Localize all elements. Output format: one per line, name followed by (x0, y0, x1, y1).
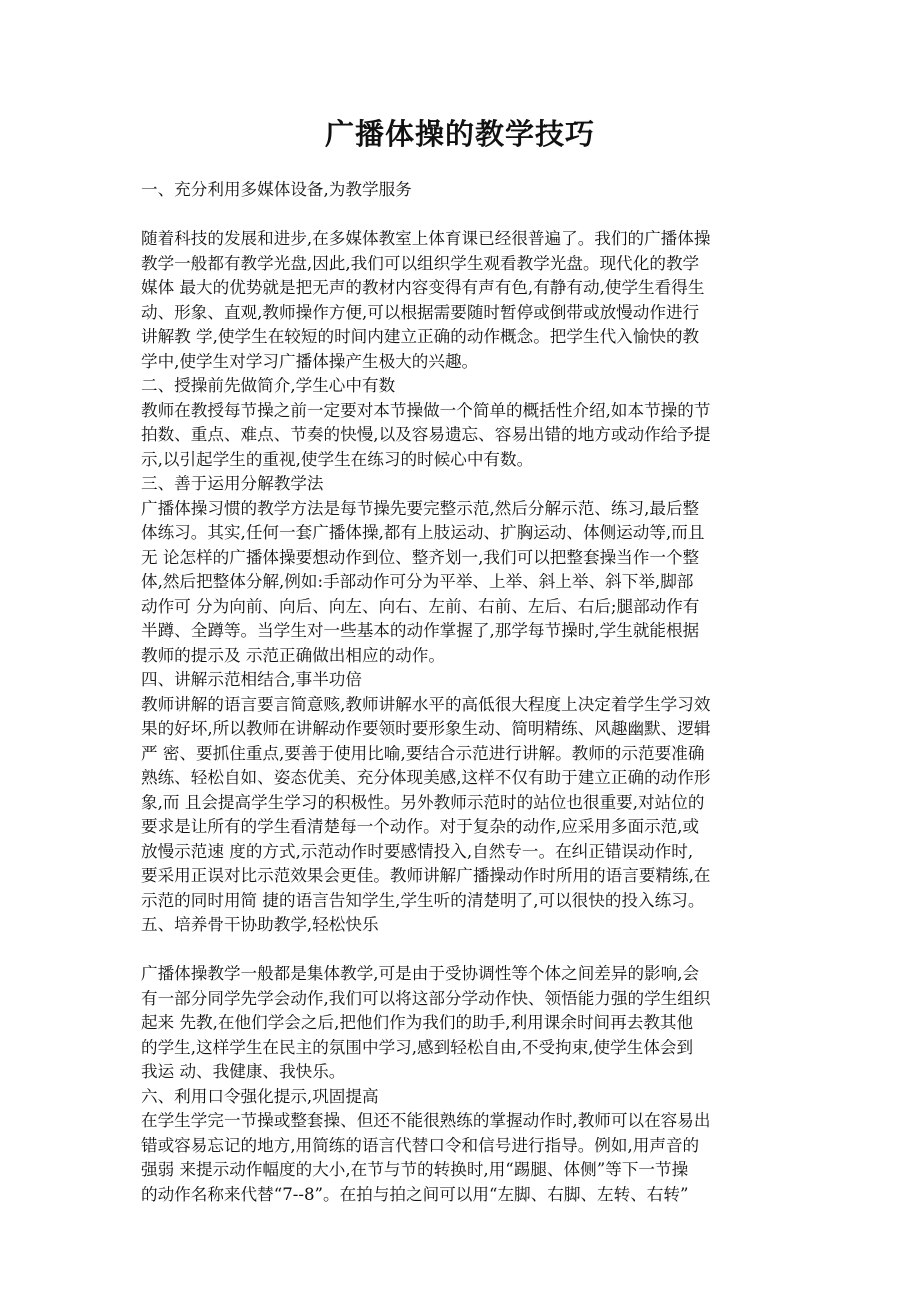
paragraph-line: 示,以引起学生的重视,使学生在练习的时候心中有数。 (141, 449, 534, 469)
paragraph-line: 的学生,这样学生在民主的氛围中学习,感到轻松自由,不受拘束,使学生体会到 (141, 1037, 694, 1057)
paragraph-line: 拍数、重点、难点、节奏的快慢,以及容易遗忘、容易出错的地方或动作给予提 (141, 425, 711, 444)
blank-line (141, 938, 781, 963)
section-heading: 四、讲解示范相结合,事半功倍 (141, 670, 362, 689)
blank-line (141, 203, 781, 228)
paragraph-line: 要求是让所有的学生看清楚每一个动作。对于复杂的动作,应采用多面示范,或 (141, 817, 700, 836)
page-title: 广播体操的教学技巧 (324, 117, 595, 151)
paragraph-line: 教师的提示及 示范正确做出相应的动作。 (141, 645, 445, 665)
paragraph-line: 起来 先教,在他们学会之后,把他们作为我们的助手,利用课余时间再去教其他 (141, 1013, 694, 1032)
paragraph-line: 象,而 且会提高学生学习的积极性。另外教师示范时的站位也很重要,对站位的 (141, 792, 705, 812)
section-heading: 二、授操前先做简介,学生心中有数 (141, 376, 396, 395)
section-heading: 三、善于运用分解教学法 (141, 474, 324, 493)
paragraph-line: 有一部分同学先学会动作,我们可以将这部分学动作快、领悟能力强的学生组织 (141, 988, 711, 1008)
paragraph-line: 放慢示范速 度的方式,示范动作时要感情投入,自然专一。在纠正错误动作时, (141, 841, 694, 861)
paragraph-line: 熟练、轻松自如、姿态优美、充分体现美感,这样不仅有助于建立正确的动作形 (141, 768, 711, 787)
paragraph-line: 广播体操习惯的教学方法是每节操先要完整示范,然后分解示范、练习,最后整 (141, 498, 700, 518)
section-heading: 六、利用口令强化提示,巩固提高 (141, 1086, 379, 1106)
paragraph-line: 随着科技的发展和进步,在多媒体教室上体育课已经很普遍了。我们的广播体操 (141, 229, 711, 248)
paragraph-line: 学中,使学生对学习广播体操产生极大的兴趣。 (141, 351, 479, 371)
paragraph-line: 果的好坏,所以教师在讲解动作要领时要形象生动、简明精练、风趣幽默、逻辑 (141, 719, 711, 738)
paragraph-line: 体,然后把整体分解,例如:手部动作可分为平举、上举、斜上举、斜下举,脚部 (141, 572, 694, 591)
paragraph-line: 教师在教授每节操之前一定要对本节操做一个简单的概括性介绍,如本节操的节 (141, 400, 711, 420)
paragraph-line: 媒体 最大的优势就是把无声的教材内容变得有声有色,有静有动,使学生看得生 (141, 278, 705, 297)
paragraph-line: 严 密、要抓住重点,要善于使用比喻,要结合示范进行讲解。教师的示范要准确 (141, 743, 705, 763)
paragraph-line: 动作可 分为向前、向后、向左、向右、左前、右前、左后、右后;腿部动作有 (141, 596, 700, 616)
section-heading: 五、培养骨干协助教学,轻松快乐 (141, 915, 379, 934)
paragraph-line: 教师讲解的语言要言简意赅,教师讲解水平的高低很大程度上决定着学生学习效 (141, 694, 711, 714)
paragraph-line: 强弱 来提示动作幅度的大小,在节与节的转换时,用“踢腿、体侧”等下一节操 (141, 1160, 689, 1179)
paragraph-line: 的动作名称来代替“7--8”。在拍与拍之间可以用“左脚、右脚、左转、右转” (141, 1184, 689, 1204)
paragraph-line: 示范的同时用简 捷的语言告知学生,学生听的清楚明了,可以很快的投入练习。 (141, 890, 705, 910)
paragraph-line: 我运 动、我健康、我快乐。 (141, 1062, 346, 1081)
paragraph-line: 错或容易忘记的地方,用简练的语言代替口令和信号进行指导。例如,用声音的 (141, 1135, 700, 1155)
paragraph-line: 体练习。其实,任何一套广播体操,都有上肢运动、扩胸运动、体侧运动等,而且 (141, 523, 705, 542)
paragraph-line: 教学一般都有教学光盘,因此,我们可以组织学生观看教学光盘。现代化的教学 (141, 253, 700, 273)
paragraph-line: 讲解教 学,使学生在较短的时间内建立正确的动作概念。把学生代入愉快的教 (141, 327, 700, 346)
paragraph-line: 无 论怎样的广播体操要想动作到位、整齐划一,我们可以把整套操当作一个整 (141, 547, 700, 567)
paragraph-line: 半蹲、全蹲等。当学生对一些基本的动作掌握了,那学每节操时,学生就能根据 (141, 621, 700, 640)
document-body (141, 178, 781, 1207)
paragraph-line: 在学生学完一节操或整套操、但还不能很熟练的掌握动作时,教师可以在容易出 (141, 1111, 711, 1130)
paragraph-line: 动、形象、直观,教师操作方便,可以根据需要随时暂停或倒带或放慢动作进行 (141, 302, 700, 322)
section-heading: 一、充分利用多媒体设备,为教学服务 (141, 180, 412, 199)
paragraph-line: 要采用正误对比示范效果会更佳。教师讲解广播操动作时所用的语言要精练,在 (141, 866, 711, 885)
paragraph-line: 广播体操教学一般都是集体教学,可是由于受协调性等个体之间差异的影响,会 (141, 964, 700, 983)
